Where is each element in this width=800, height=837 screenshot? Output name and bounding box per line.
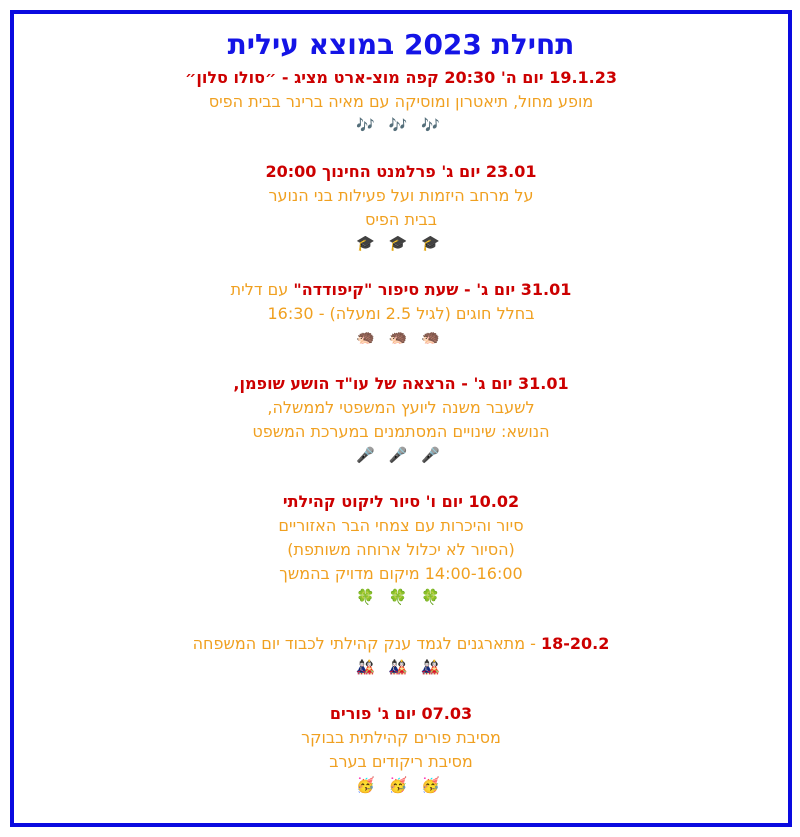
music-notes-icon: 🎶 (355, 116, 381, 134)
party-face-icon: 🥳 (421, 776, 447, 794)
microphone-icon: 🎤 (355, 446, 381, 464)
event-5-icons (14, 586, 788, 608)
event-6-heading (14, 632, 788, 656)
event-4-desc-1: לשעבר משנה ליועץ המשפטי לממשלה, (267, 398, 535, 417)
event-5-desc-1: סיור והיכרות עם צמחי הבר האזוריים (278, 516, 524, 535)
graduation-cap-icon: 🎓 (388, 234, 414, 252)
event-3-heading (14, 278, 788, 302)
microphone-icon: 🎤 (388, 446, 414, 464)
event-2-desc-1: על מרחב היזמות ועל פעילות בני הנוער (268, 186, 534, 205)
event-1-heading: 19.1.23 יום ה' 20:30 קפה מוצ-ארט מציג - ״סולו סלון״ (184, 68, 618, 87)
event-3-icons (14, 326, 788, 348)
event-7 (14, 702, 788, 796)
event-1-desc-1: מופע מחול, תיאטרון ומוסיקה עם מאיה ברינר בבית הפיס (208, 92, 594, 111)
four-leaf-clover-icon: 🍀 (355, 588, 381, 606)
hedgehog-icon: 🦔 (421, 328, 447, 346)
family-icon: 🎎 (388, 658, 414, 676)
four-leaf-clover-icon: 🍀 (421, 588, 447, 606)
microphone-icon: 🎤 (421, 446, 447, 464)
event-1-icons (14, 114, 788, 136)
event-4 (14, 372, 788, 466)
event-6-heading-bold: 18-20.2 (541, 634, 610, 653)
event-4-heading: 31.01 יום ג' - הרצאה של עו"ד הושע שופמן, (233, 374, 569, 393)
party-face-icon: 🥳 (388, 776, 414, 794)
event-2-icons (14, 232, 788, 254)
event-3-desc-1: בחלל חוגים (לגיל 2.5 ומעלה) - 16:30 (267, 304, 535, 323)
event-2-heading: 23.01 יום ג' פרלמנט החינוך 20:00 (265, 162, 537, 181)
graduation-cap-icon: 🎓 (421, 234, 447, 252)
family-icon: 🎎 (355, 658, 381, 676)
event-5 (14, 490, 788, 608)
event-7-heading: 07.03 יום ג' פורים (329, 704, 473, 723)
event-6-icons (14, 656, 788, 678)
music-notes-icon: 🎶 (421, 116, 447, 134)
event-7-desc-2: מסיבת ריקודים בערב (329, 752, 473, 771)
event-2-desc-2: בבית הפיס (364, 210, 438, 229)
event-5-desc-3: 14:00-16:00 מיקום מדויק בהמשך (279, 564, 523, 583)
four-leaf-clover-icon: 🍀 (388, 588, 414, 606)
page-title: תחילת 2023 במוצא עילית (227, 28, 575, 61)
party-face-icon: 🥳 (355, 776, 381, 794)
event-7-icons (14, 774, 788, 796)
event-2 (14, 160, 788, 254)
flyer-frame (10, 10, 792, 827)
event-3 (14, 278, 788, 348)
event-3-heading-tail: עם דלית (230, 280, 294, 299)
event-4-desc-2: הנושא: שינויים המסתמנים במערכת המשפט (252, 422, 550, 441)
event-5-desc-2: (הסיור לא יכלול ארוחה משותפת) (287, 540, 515, 559)
graduation-cap-icon: 🎓 (355, 234, 381, 252)
event-3-heading-bold: 31.01 יום ג' - שעת סיפור "קיפודדה" (293, 280, 572, 299)
hedgehog-icon: 🦔 (388, 328, 414, 346)
event-6-heading-tail: - מתארגנים לגמד ענק קהילתי לכבוד יום המשפחה (192, 634, 541, 653)
event-5-heading: 10.02 יום ו' סיור ליקוט קהילתי (282, 492, 520, 511)
event-6 (14, 632, 788, 678)
hedgehog-icon: 🦔 (355, 328, 381, 346)
event-7-desc-1: מסיבת פורים קהילתית בבוקר (301, 728, 501, 747)
event-4-icons (14, 444, 788, 466)
family-icon: 🎎 (421, 658, 447, 676)
event-1 (14, 66, 788, 136)
music-notes-icon: 🎶 (388, 116, 414, 134)
